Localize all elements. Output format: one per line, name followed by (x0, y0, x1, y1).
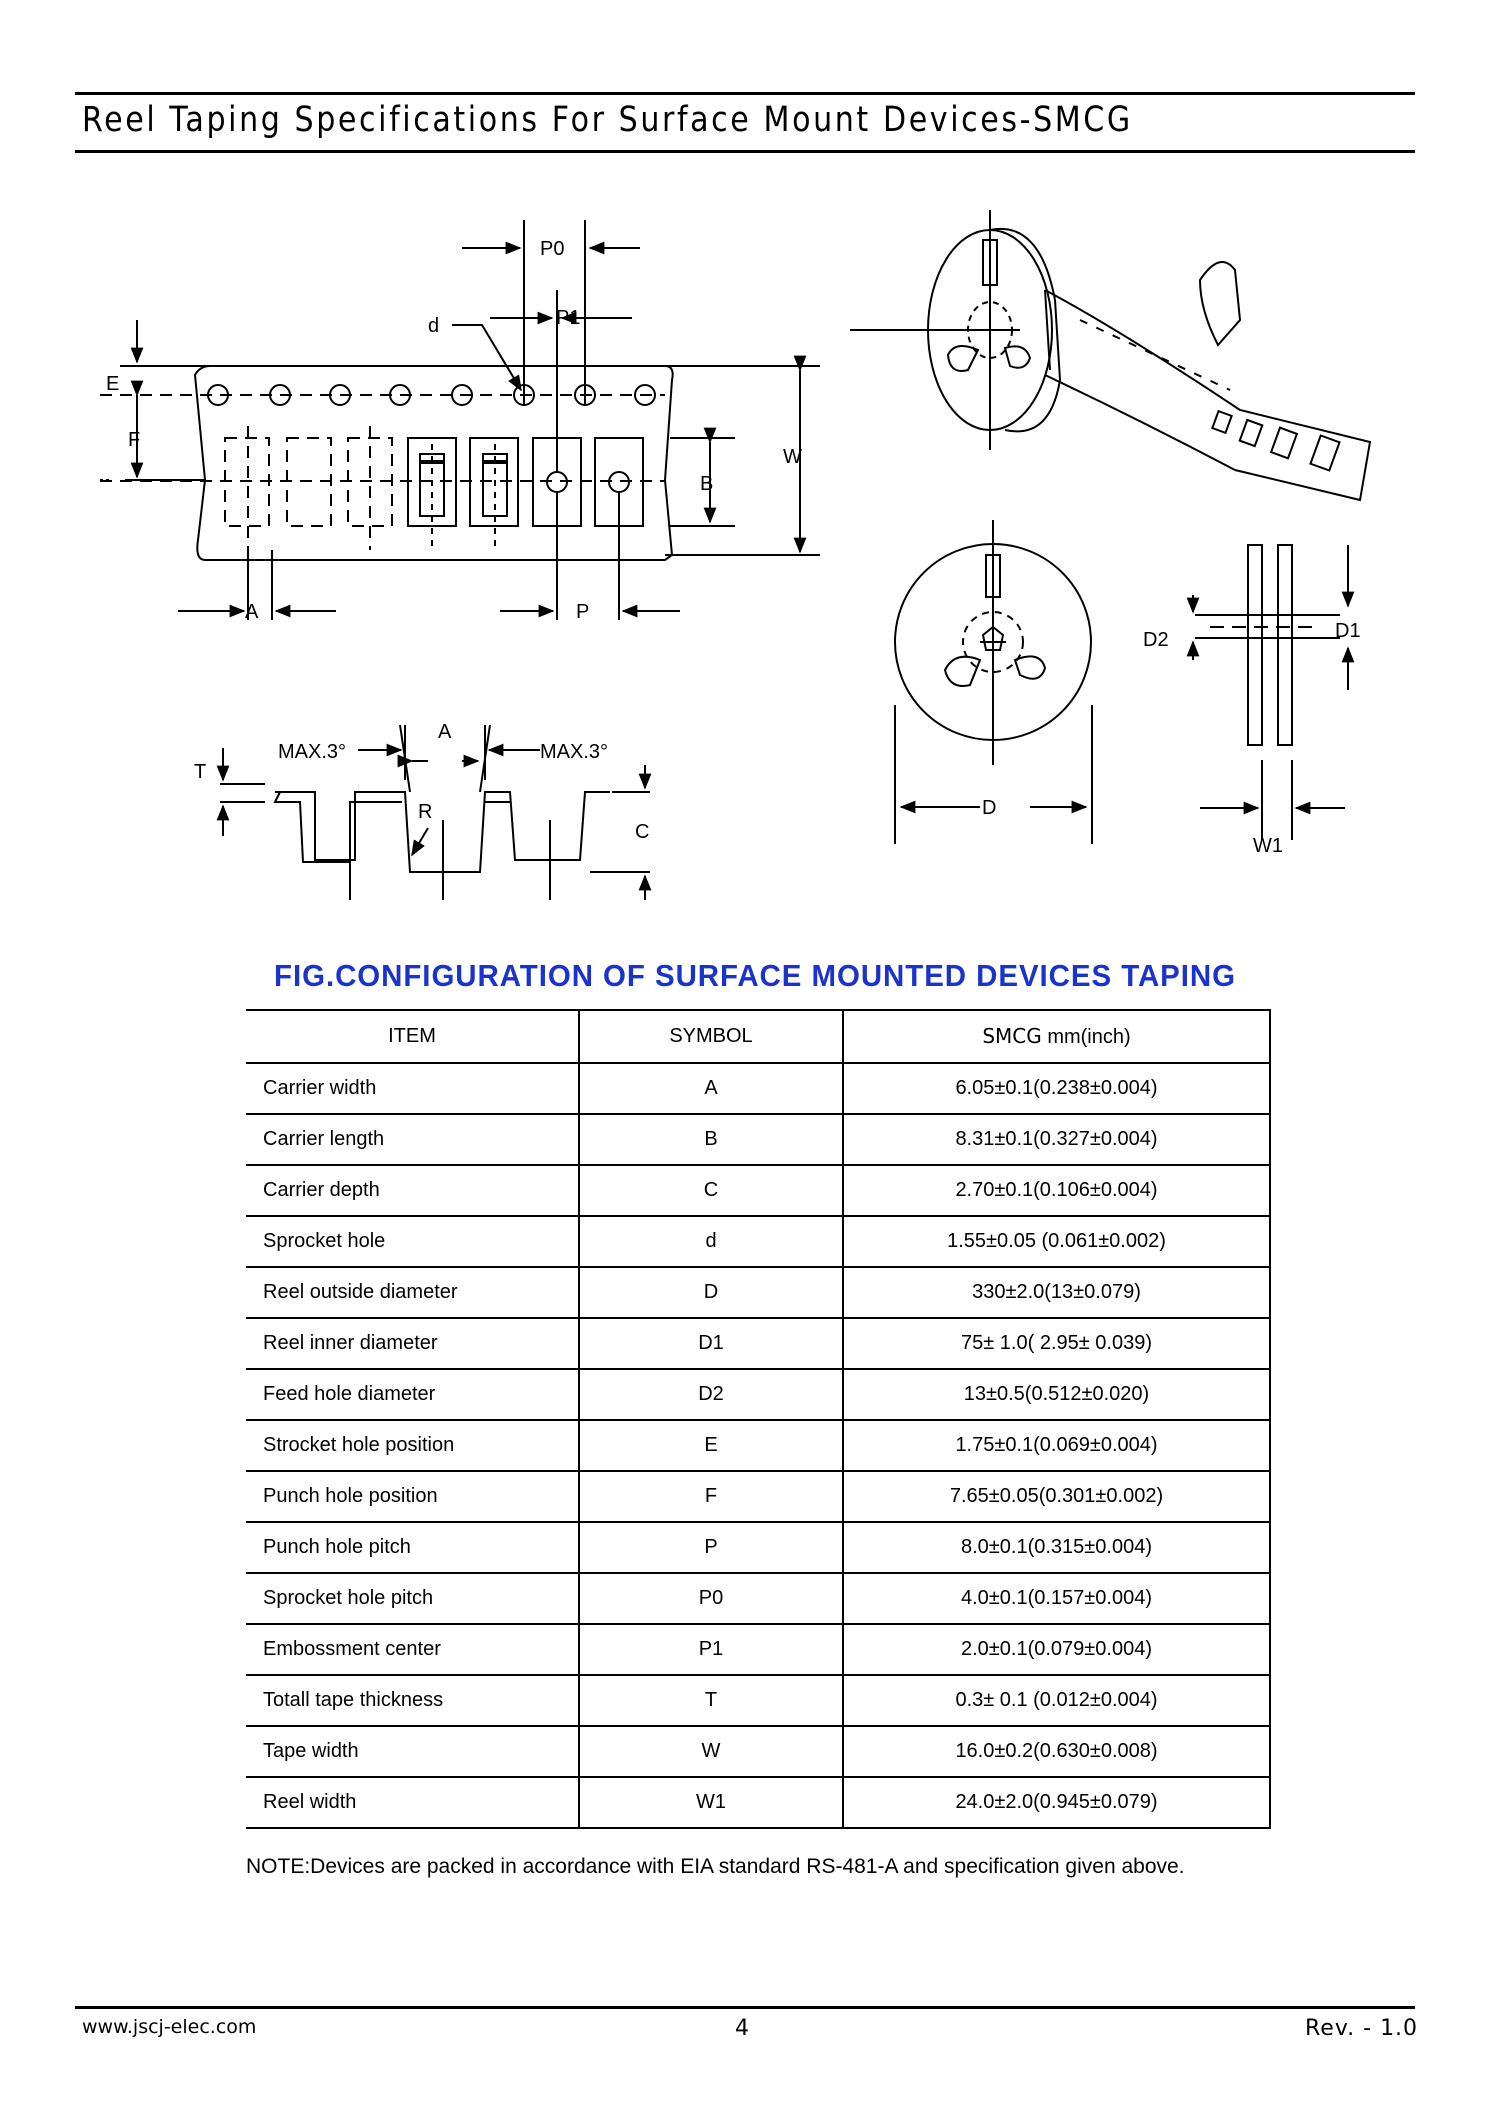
row-symbol: D1 (579, 1318, 843, 1369)
label-b: B (700, 473, 714, 495)
header-unit-part: SMCG (982, 1024, 1042, 1048)
spec-table-body (246, 1063, 1270, 1828)
footer-website: www.jscj-elec.com (82, 2016, 257, 2038)
packing-note: NOTE:Devices are packed in accordance with EIA standard RS-481-A and specification given above. (246, 1855, 1185, 1878)
row-item: Punch hole pitch (246, 1522, 579, 1573)
row-symbol: F (579, 1471, 843, 1522)
row-symbol: C (579, 1165, 843, 1216)
header-unit-label: mm(inch) (1047, 1026, 1131, 1048)
row-symbol: W (579, 1726, 843, 1777)
table-row (246, 1114, 1270, 1165)
row-item: Sprocket hole (246, 1216, 579, 1267)
row-value: 4.0±0.1(0.157±0.004) (843, 1573, 1270, 1624)
title-top-rule (75, 92, 1415, 95)
row-value: 16.0±0.2(0.630±0.008) (843, 1726, 1270, 1777)
row-item: Carrier width (246, 1063, 579, 1114)
label-max-left: MAX.3° (278, 741, 347, 763)
table-row (246, 1624, 1270, 1675)
row-symbol: d (579, 1216, 843, 1267)
row-item: Embossment center (246, 1624, 579, 1675)
label-max-right: MAX.3° (540, 741, 609, 763)
row-symbol: A (579, 1063, 843, 1114)
row-value: 2.0±0.1(0.079±0.004) (843, 1624, 1270, 1675)
row-symbol: D2 (579, 1369, 843, 1420)
table-row (246, 1369, 1270, 1420)
taping-diagram (0, 180, 1487, 940)
row-symbol: E (579, 1420, 843, 1471)
table-row (246, 1522, 1270, 1573)
row-symbol: D (579, 1267, 843, 1318)
row-value: 6.05±0.1(0.238±0.004) (843, 1063, 1270, 1114)
row-value: 0.3± 0.1 (0.012±0.004) (843, 1675, 1270, 1726)
spec-table (246, 1009, 1271, 1829)
row-symbol: W1 (579, 1777, 843, 1828)
row-item: Strocket hole position (246, 1420, 579, 1471)
row-value: 75± 1.0( 2.95± 0.039) (843, 1318, 1270, 1369)
footer-page-number: 4 (735, 2016, 749, 2041)
label-p0: P0 (540, 238, 565, 260)
table-row (246, 1675, 1270, 1726)
label-e: E (106, 373, 120, 395)
row-value: 24.0±2.0(0.945±0.079) (843, 1777, 1270, 1828)
row-value: 330±2.0(13±0.079) (843, 1267, 1270, 1318)
table-row (246, 1777, 1270, 1828)
reel-side-view (1193, 545, 1348, 840)
row-value: 1.75±0.1(0.069±0.004) (843, 1420, 1270, 1471)
table-row (246, 1063, 1270, 1114)
row-item: Punch hole position (246, 1471, 579, 1522)
reel-front-view (895, 520, 1092, 844)
row-symbol: T (579, 1675, 843, 1726)
table-row (246, 1267, 1270, 1318)
label-w1: W1 (1253, 835, 1283, 857)
label-c: C (635, 821, 650, 843)
table-row (246, 1573, 1270, 1624)
table-row (246, 1726, 1270, 1777)
label-p: P (576, 601, 590, 623)
label-p1: P1 (556, 307, 581, 329)
label-section-a: A (438, 721, 452, 743)
table-header-row (246, 1010, 1270, 1063)
header-item: ITEM (246, 1010, 579, 1063)
label-d2: D2 (1143, 629, 1169, 651)
row-symbol: B (579, 1114, 843, 1165)
row-item: Carrier depth (246, 1165, 579, 1216)
row-item: Reel inner diameter (246, 1318, 579, 1369)
header-unit (843, 1010, 1270, 1063)
label-d: d (428, 315, 440, 337)
title-bottom-rule (75, 150, 1415, 153)
table-row (246, 1318, 1270, 1369)
reel-3d-view (850, 210, 1370, 500)
label-a: A (245, 601, 259, 623)
label-w: W (783, 446, 802, 468)
table-row (246, 1420, 1270, 1471)
row-symbol: P1 (579, 1624, 843, 1675)
table-row (246, 1165, 1270, 1216)
footer-revision: Rev. - 1.0 (1305, 2016, 1419, 2041)
figure-caption: FIG.CONFIGURATION OF SURFACE MOUNTED DEVICES TAPING (274, 958, 1236, 993)
header-symbol: SYMBOL (579, 1010, 843, 1063)
label-f: F (128, 429, 141, 451)
row-item: Totall tape thickness (246, 1675, 579, 1726)
label-reel-d: D (982, 797, 997, 819)
label-r: R (418, 801, 433, 823)
row-value: 2.70±0.1(0.106±0.004) (843, 1165, 1270, 1216)
label-t: T (194, 761, 207, 783)
table-row (246, 1471, 1270, 1522)
row-value: 1.55±0.05 (0.061±0.002) (843, 1216, 1270, 1267)
row-item: Carrier length (246, 1114, 579, 1165)
row-item: Sprocket hole pitch (246, 1573, 579, 1624)
row-symbol: P0 (579, 1573, 843, 1624)
page-title: Reel Taping Specifications For Surface Mount Devices-SMCG (82, 100, 1133, 140)
row-item: Reel outside diameter (246, 1267, 579, 1318)
row-item: Tape width (246, 1726, 579, 1777)
row-item: Feed hole diameter (246, 1369, 579, 1420)
row-symbol: P (579, 1522, 843, 1573)
row-value: 8.31±0.1(0.327±0.004) (843, 1114, 1270, 1165)
row-value: 13±0.5(0.512±0.020) (843, 1369, 1270, 1420)
row-item: Reel width (246, 1777, 579, 1828)
row-value: 8.0±0.1(0.315±0.004) (843, 1522, 1270, 1573)
row-value: 7.65±0.05(0.301±0.002) (843, 1471, 1270, 1522)
footer-rule (75, 2006, 1415, 2009)
table-row (246, 1216, 1270, 1267)
tape-top-view (100, 220, 820, 620)
label-d1: D1 (1335, 620, 1361, 642)
